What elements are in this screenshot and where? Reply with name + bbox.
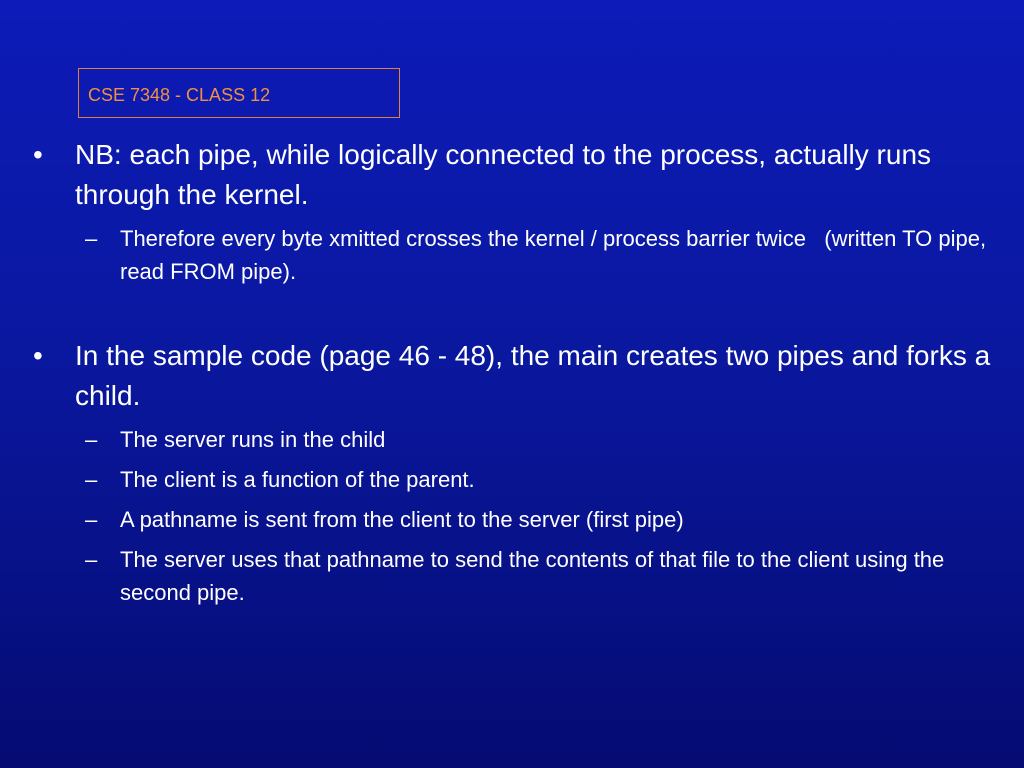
bullet-text: NB: each pipe, while logically connected to the process, actually runs through the kernel.	[75, 139, 932, 210]
sub-bullet-item	[30, 423, 1000, 456]
sub-bullet-item	[30, 503, 1000, 536]
slide-header: CSE 7348 - CLASS 12	[88, 85, 271, 105]
sub-bullet-item	[30, 222, 1000, 288]
dash-marker: –	[85, 507, 98, 532]
sub-bullet-text: The server runs in the child	[120, 427, 386, 452]
slide-header-box	[78, 68, 400, 118]
sub-bullet-item	[30, 543, 1000, 609]
sub-bullet-text: Therefore every byte xmitted crosses the kernel / process barrier twice (written TO pipe, read FROM pipe).	[120, 226, 993, 284]
slide-body	[30, 135, 1000, 609]
sub-bullet-text: The server uses that pathname to send the contents of that file to the client using the second pipe.	[120, 547, 945, 605]
sub-bullet-text: A pathname is sent from the client to the server (first pipe)	[120, 507, 684, 532]
bullet-marker: •	[33, 340, 43, 371]
bullet-marker: •	[33, 139, 43, 170]
dash-marker: –	[85, 547, 98, 572]
bullet-text: In the sample code (page 46 - 48), the main creates two pipes and forks a child.	[75, 340, 991, 411]
bullet-item	[30, 135, 1000, 215]
dash-marker: –	[85, 467, 98, 492]
sub-bullet-item	[30, 463, 1000, 496]
bullet-item	[30, 336, 1000, 416]
dash-marker: –	[85, 427, 98, 452]
sub-bullet-text: The client is a function of the parent.	[120, 467, 475, 492]
dash-marker: –	[85, 226, 98, 251]
